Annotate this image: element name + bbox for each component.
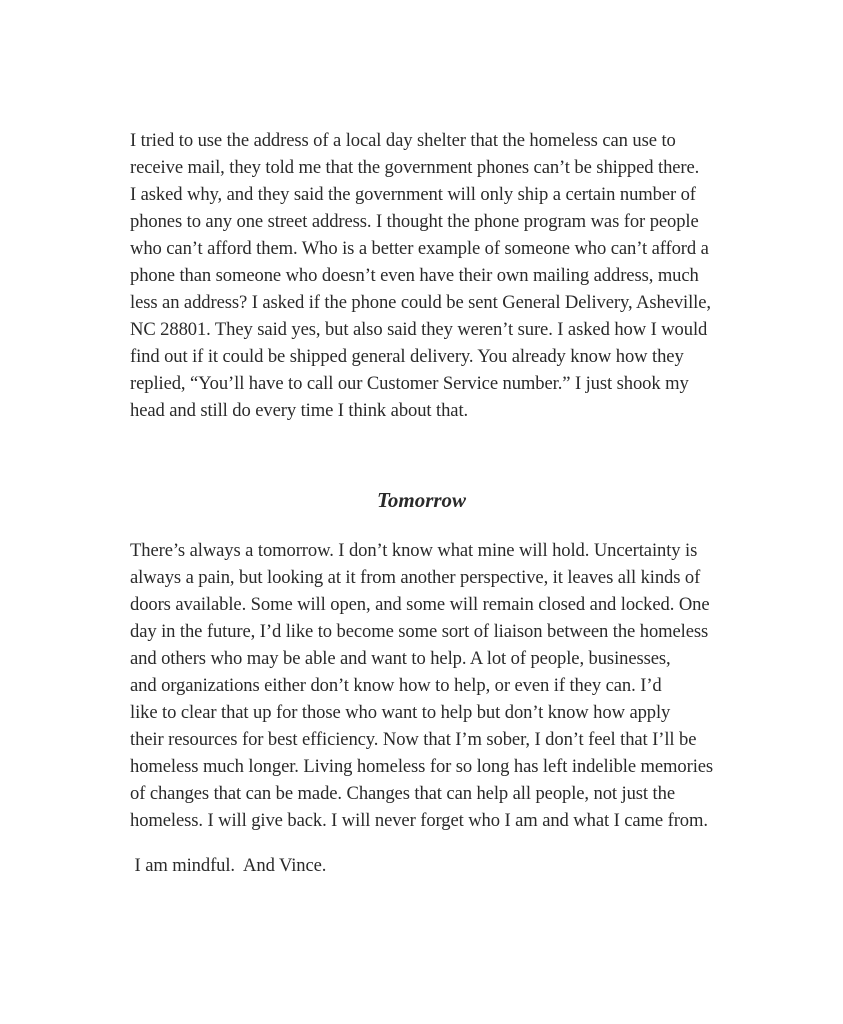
paragraph-line: There’s always a tomorrow. I don’t know what mine will hold. Uncertainty is [130, 540, 698, 561]
paragraph-line: their resources for best efficiency. Now that I’m sober, I don’t feel that I’ll be [130, 729, 697, 750]
paragraph-line: phone than someone who doesn’t even have their own mailing address, much [130, 265, 699, 286]
paragraph-line: doors available. Some will open, and some will remain closed and locked. One [130, 594, 710, 615]
paragraph-line: homeless much longer. Living homeless for so long has left indelible memories [130, 756, 714, 777]
paragraph-line: always a pain, but looking at it from another perspective, it leaves all kinds of [130, 567, 701, 588]
paragraph-line: replied, “You’ll have to call our Customer Service number.” I just shook my [130, 373, 689, 394]
paragraph-line: like to clear that up for those who want to help but don’t know how apply [130, 702, 671, 723]
paragraph-line: I tried to use the address of a local day shelter that the homeless can use to [130, 130, 676, 151]
paragraph-line: who can’t afford them. Who is a better example of someone who can’t afford a [130, 238, 709, 259]
paragraph-line: head and still do every time I think about that. [130, 400, 469, 421]
paragraph-line: homeless. I will give back. I will never forget who I am and what I came from. [130, 810, 708, 831]
closing-line: I am mindful. And Vince. [130, 855, 327, 876]
paragraph-line: of changes that can be made. Changes that can help all people, not just the [130, 783, 675, 804]
paragraph-line: less an address? I asked if the phone could be sent General Delivery, Asheville, [130, 292, 711, 313]
paragraph-line: NC 28801. They said yes, but also said they weren’t sure. I asked how I would [130, 319, 708, 340]
paragraph-line: and others who may be able and want to help. A lot of people, businesses, [130, 648, 671, 669]
section-title: Tomorrow [376, 488, 467, 512]
paragraph-line: and organizations either don’t know how to help, or even if they can. I’d [130, 675, 662, 696]
paragraph-line: receive mail, they told me that the government phones can’t be shipped there. [130, 157, 700, 178]
paragraph-line: day in the future, I’d like to become some sort of liaison between the homeless [130, 621, 709, 642]
paragraph-line: find out if it could be shipped general delivery. You already know how they [130, 346, 684, 367]
paragraph-line: I asked why, and they said the government will only ship a certain number of [130, 184, 696, 205]
paragraph-line: phones to any one street address. I thought the phone program was for people [130, 211, 699, 232]
